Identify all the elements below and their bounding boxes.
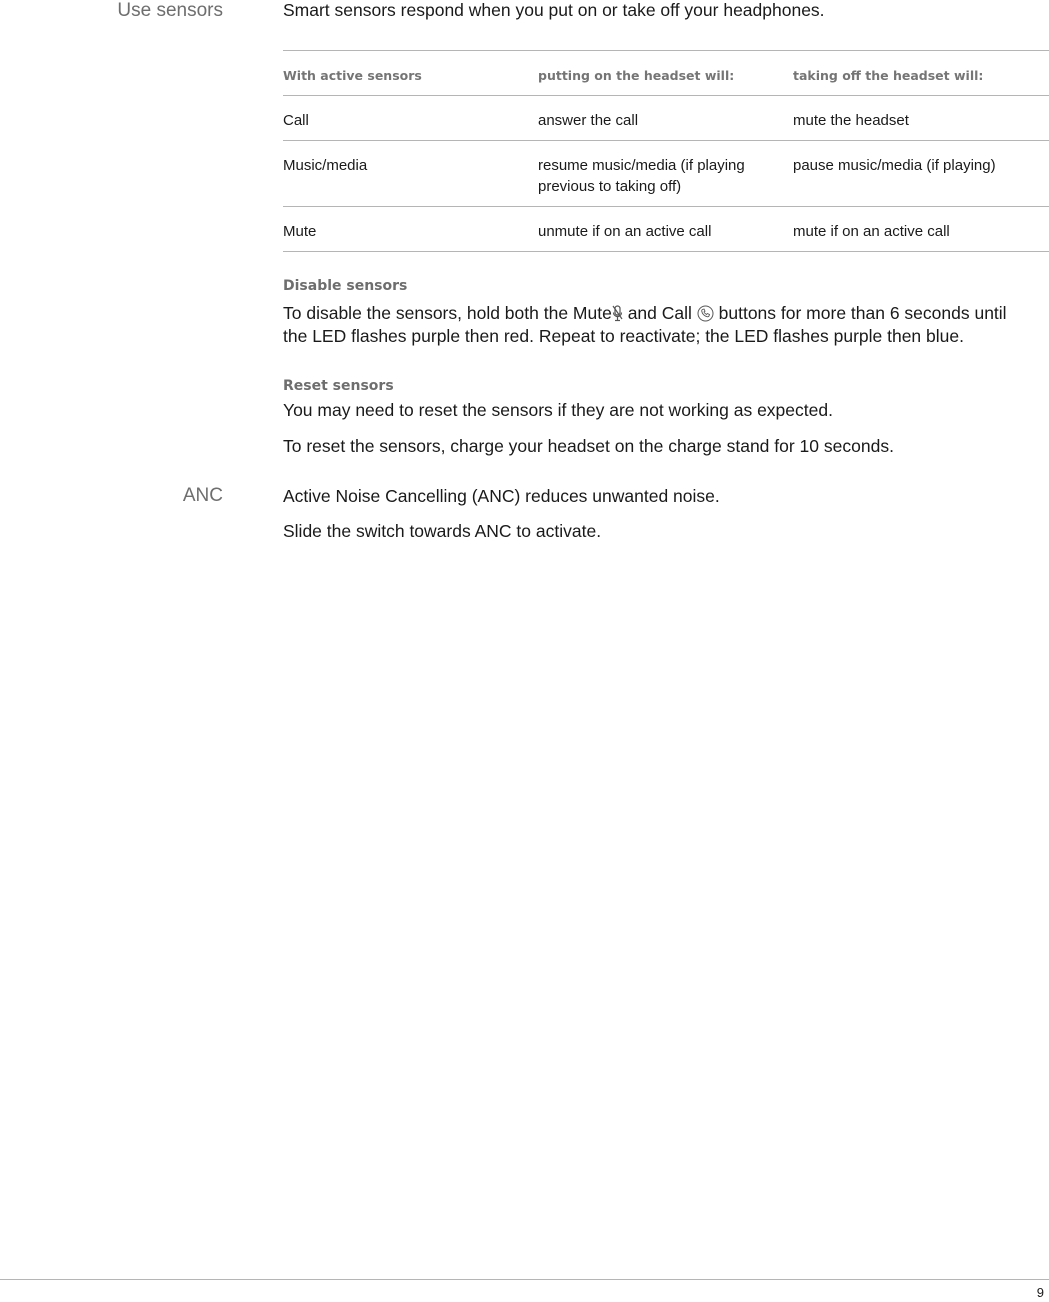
section-label-anc: ANC xyxy=(182,485,223,506)
table-cell: pause music/media (if playing) xyxy=(793,157,996,174)
table-header-putting-on: putting on the headset will: xyxy=(538,68,735,83)
table-cell: Call xyxy=(283,112,309,129)
table-header-taking-off: taking off the headset will: xyxy=(793,68,984,83)
sensor-behaviour-table xyxy=(283,50,1049,252)
anc-text-line2: Slide the switch towards ANC to activate. xyxy=(283,521,602,541)
table-cell: Mute xyxy=(283,223,317,240)
page-number: 9 xyxy=(1036,1285,1044,1300)
table-cell: mute if on an active call xyxy=(793,223,950,240)
footer-divider xyxy=(0,1279,1049,1280)
table-cell: answer the call xyxy=(538,112,639,129)
table-cell: unmute if on an active call xyxy=(538,223,712,240)
disable-text-part1: To disable the sensors, hold both the Mute xyxy=(283,303,612,323)
reset-sensors-heading: Reset sensors xyxy=(283,378,394,394)
table-row xyxy=(283,140,1049,206)
section-label-use-sensors: Use sensors xyxy=(117,0,223,21)
table-row xyxy=(283,206,1049,252)
table-cell: mute the headset xyxy=(793,112,909,129)
reset-sensors-text-line2: To reset the sensors, charge your headset on the charge stand for 10 seconds. xyxy=(283,436,894,456)
table-cell: Music/media xyxy=(283,157,368,174)
table-row xyxy=(283,95,1049,140)
anc-text-line1: Active Noise Cancelling (ANC) reduces unwanted noise. xyxy=(283,486,720,506)
table-header-condition: With active sensors xyxy=(283,68,422,83)
table-header-row xyxy=(283,50,1049,95)
use-sensors-intro: Smart sensors respond when you put on or take off your headphones. xyxy=(283,0,825,20)
disable-text-part2: and Call xyxy=(622,303,697,323)
table-cell: resume music/media (if playing previous to taking off) xyxy=(538,157,745,195)
reset-sensors-text-line1: You may need to reset the sensors if they are not working as expected. xyxy=(283,400,833,420)
disable-text-part3: buttons for more than 6 seconds until xyxy=(713,303,1007,323)
disable-sensors-text-line2: the LED flashes purple then red. Repeat to reactivate; the LED flashes purple then blue. xyxy=(283,326,964,346)
disable-sensors-heading: Disable sensors xyxy=(283,278,408,294)
